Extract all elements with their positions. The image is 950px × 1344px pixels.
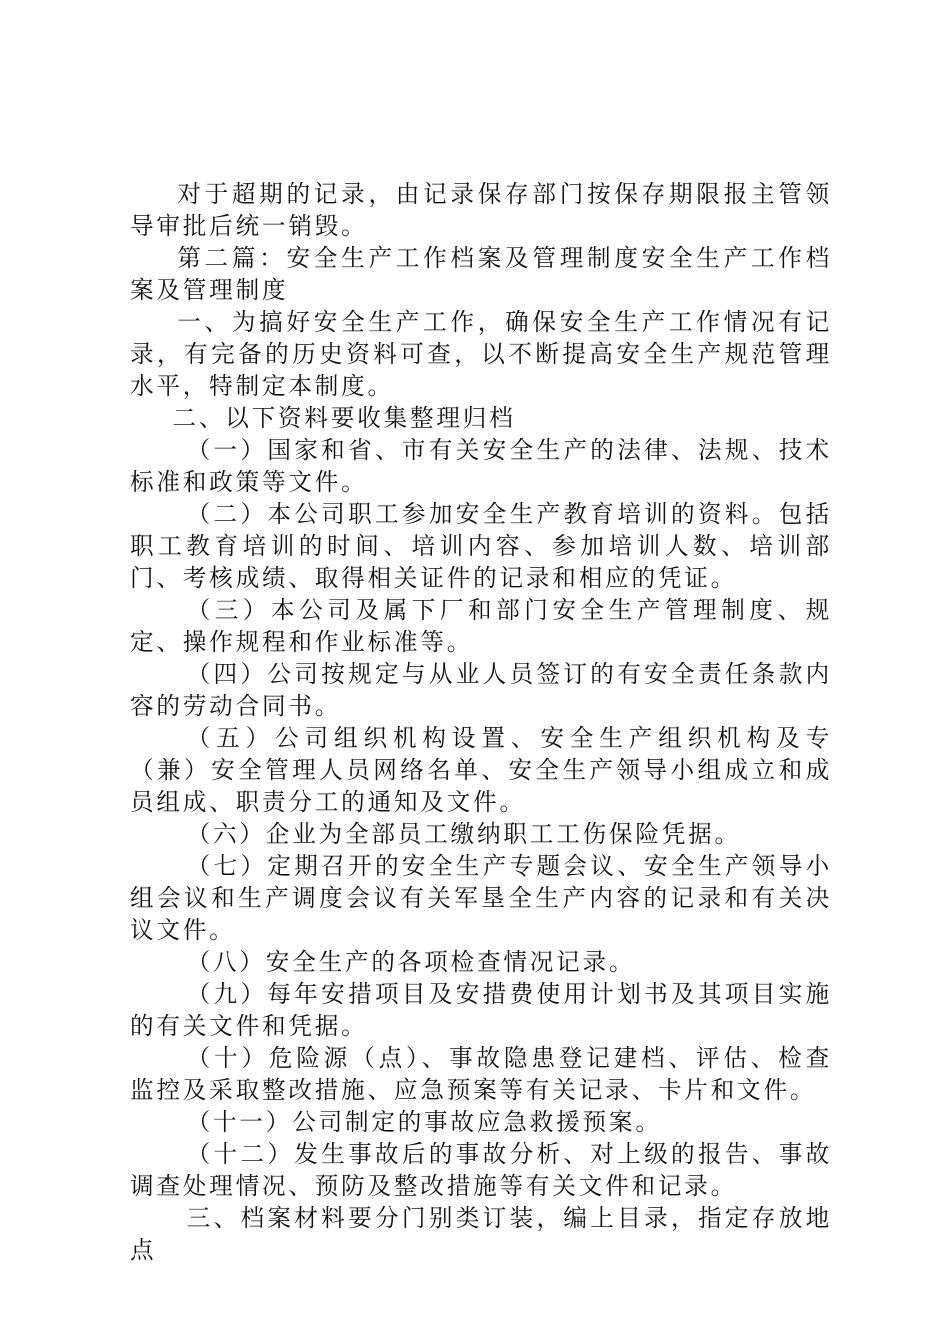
paragraph-item-7: （七）定期召开的安全生产专题会议、安全生产领导小组会议和生产调度会议有关军垦全生产内容的记录和有关决议文件。	[130, 852, 832, 944]
paragraph-item-5: （五）公司组织机构设置、安全生产组织机构及专（兼）安全管理人员网络名单、安全生产领导小组成立和成员组成、职责分工的通知及文件。	[130, 724, 832, 816]
paragraph-item-6: （六）企业为全部员工缴纳职工工伤保险凭据。	[186, 820, 741, 848]
paragraph-item-12: （十二）发生事故后的事故分析、对上级的报告、事故调查处理情况、预防及整改措施等有关文件和记录。	[130, 1140, 832, 1200]
paragraph-expired-records: 对于超期的记录，由记录保存部门按保存期限报主管领导审批后统一销毁。	[130, 180, 832, 240]
paragraph-item-9: （九）每年安措项目及安措费使用计划书及其项目实施的有关文件和凭据。	[130, 980, 832, 1040]
paragraph-item-3: （三）本公司及属下厂和部门安全生产管理制度、规定、操作规程和作业标准等。	[130, 596, 832, 656]
paragraph-section-one: 一、为搞好安全生产工作，确保安全生产工作情况有记录，有完备的历史资料可查，以不断提高安全生产规范管理水平，特制定本制度。	[130, 308, 832, 400]
paragraph-item-1: （一）国家和省、市有关安全生产的法律、法规、技术标准和政策等文件。	[130, 436, 832, 496]
paragraph-chapter-two-title: 第二篇：安全生产工作档案及管理制度安全生产工作档案及管理制度	[130, 244, 832, 304]
paragraph-section-three: 三、档案材料要分门别类订装，编上目录，指定存放地点	[130, 1204, 832, 1264]
paragraph-item-10: （十）危险源（点）、事故隐患登记建档、评估、检查监控及采取整改措施、应急预案等有关记录、卡片和文件。	[130, 1044, 832, 1104]
paragraph-item-11: （十一）公司制定的事故应急救援预案。	[186, 1108, 662, 1136]
paragraph-item-8: （八）安全生产的各项检查情况记录。	[186, 948, 636, 976]
paragraph-item-4: （四）公司按规定与从业人员签订的有安全责任条款内容的劳动合同书。	[130, 660, 832, 720]
paragraph-item-2: （二）本公司职工参加安全生产教育培训的资料。包括职工教育培训的时间、培训内容、参加培训人数、培训部门、考核成绩、取得相关证件的记录和相应的凭证。	[130, 500, 832, 592]
document-body	[130, 178, 832, 1266]
paragraph-section-two: 二、以下资料要收集整理归档	[172, 404, 516, 432]
